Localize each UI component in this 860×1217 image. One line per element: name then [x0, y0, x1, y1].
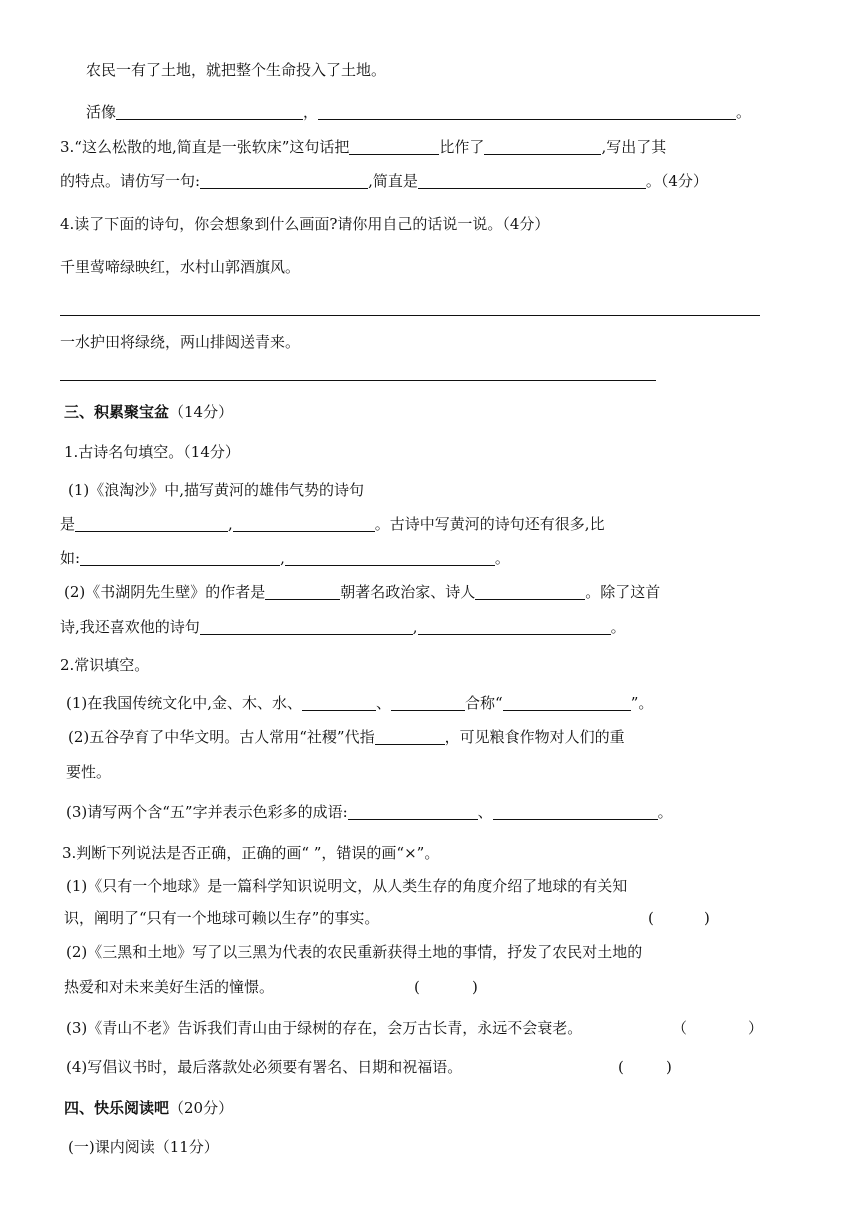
judge-1-bracket-open[interactable]: (	[648, 909, 654, 927]
judge-1-line-1: (1)《只有一个地球》是一篇科学知识说明文，从人类生存的角度介绍了地球的有关知	[66, 877, 628, 895]
knowledge-line-2-cont: 要性。	[66, 763, 112, 781]
blank[interactable]	[475, 584, 585, 600]
blank[interactable]	[349, 139, 439, 155]
section-3-question-1: 1.古诗名句填空。（14分）	[64, 443, 240, 461]
judge-4: (4)写倡议书时，最后落款处必须要有署名、日期和祝福语。	[66, 1058, 463, 1076]
answer-line[interactable]	[60, 380, 656, 381]
blank[interactable]	[318, 104, 736, 120]
judge-4-bracket-close[interactable]: )	[666, 1058, 672, 1076]
blank[interactable]	[391, 695, 465, 711]
question-3-line-1: 3.“这么松散的地,简直是一张软床”这句话把 比作了 ,写出了其	[60, 138, 667, 156]
judge-1-bracket-close[interactable]: )	[704, 909, 710, 927]
judge-2-bracket-close[interactable]: )	[472, 978, 478, 996]
blank[interactable]	[80, 550, 280, 566]
judge-4-bracket-open[interactable]: (	[618, 1058, 624, 1076]
blank[interactable]	[200, 619, 413, 635]
blank[interactable]	[418, 619, 611, 635]
blank[interactable]	[200, 173, 368, 189]
poem-fill-line-2: 如: , 。	[60, 549, 510, 567]
section-3-question-2: 2.常识填空。	[60, 656, 150, 674]
question-4: 4.读了下面的诗句，你会想象到什么画面?请你用自己的话说一说。（4分）	[60, 215, 550, 233]
sentence-line: 农民一有了土地，就把整个生命投入了土地。	[86, 61, 387, 79]
section-3-heading: 三、积累聚宝盆（14分）	[64, 403, 234, 421]
poem-fill-line-3: (2)《书湖阴先生壁》的作者是 朝著名政治家、诗人 。除了这首	[64, 583, 661, 601]
imitation-line: 活像 ， 。	[86, 103, 752, 121]
section-4-heading: 四、快乐阅读吧（20分）	[64, 1099, 234, 1117]
blank[interactable]	[75, 516, 228, 532]
blank[interactable]	[233, 516, 375, 532]
blank[interactable]	[375, 729, 445, 745]
section-3-question-3: 3.判断下列说法是否正确，正确的画“ ”，错误的画“×”。	[62, 844, 440, 862]
poem-fill-line-4: 诗,我还喜欢他的诗句 , 。	[60, 618, 626, 636]
judge-3-bracket-close[interactable]: ）	[748, 1019, 764, 1037]
blank[interactable]	[348, 804, 478, 820]
question-3-line-2: 的特点。请仿写一句: ,简直是 。（4分）	[60, 172, 708, 190]
judge-1-line-2: 识，阐明了“只有一个地球可赖以生存”的事实。	[64, 909, 380, 927]
blank[interactable]	[265, 584, 340, 600]
blank[interactable]	[116, 104, 303, 120]
blank[interactable]	[503, 695, 631, 711]
judge-3-bracket-open[interactable]: （	[672, 1019, 688, 1037]
judge-2-bracket-open[interactable]: (	[414, 978, 420, 996]
judge-2-line-1: (2)《三黑和土地》写了以三黑为代表的农民重新获得土地的事情，抒发了农民对土地的	[66, 943, 643, 961]
knowledge-line-2: (2)五谷孕育了中华文明。古人常用“社稷”代指 ，可见粮食作物对人们的重	[68, 728, 625, 746]
poem-line-2: 一水护田将绿绕，两山排闼送青来。	[60, 333, 301, 351]
blank[interactable]	[418, 173, 646, 189]
poem-line-1: 千里莺啼绿映红，水村山郭酒旗风。	[60, 258, 301, 276]
knowledge-line-1: (1)在我国传统文化中,金、木、水、 、 合称“ ”。	[66, 694, 654, 712]
poem-fill-intro: (1)《浪淘沙》中,描写黄河的雄伟气势的诗句	[68, 481, 365, 499]
blank[interactable]	[484, 139, 601, 155]
section-4-subheading: (一)课内阅读（11分）	[68, 1138, 219, 1156]
blank[interactable]	[285, 550, 495, 566]
poem-fill-line-1: 是 , 。古诗中写黄河的诗句还有很多,比	[60, 515, 605, 533]
answer-line[interactable]	[60, 315, 760, 316]
blank[interactable]	[302, 695, 376, 711]
judge-2-line-2: 热爱和对未来美好生活的憧憬。	[64, 978, 275, 996]
blank[interactable]	[493, 804, 658, 820]
knowledge-line-3: (3)请写两个含“五”字并表示色彩多的成语: 、 。	[66, 803, 673, 821]
judge-3: (3)《青山不老》告诉我们青山由于绿树的存在，会万古长青，永远不会衰老。	[66, 1019, 583, 1037]
